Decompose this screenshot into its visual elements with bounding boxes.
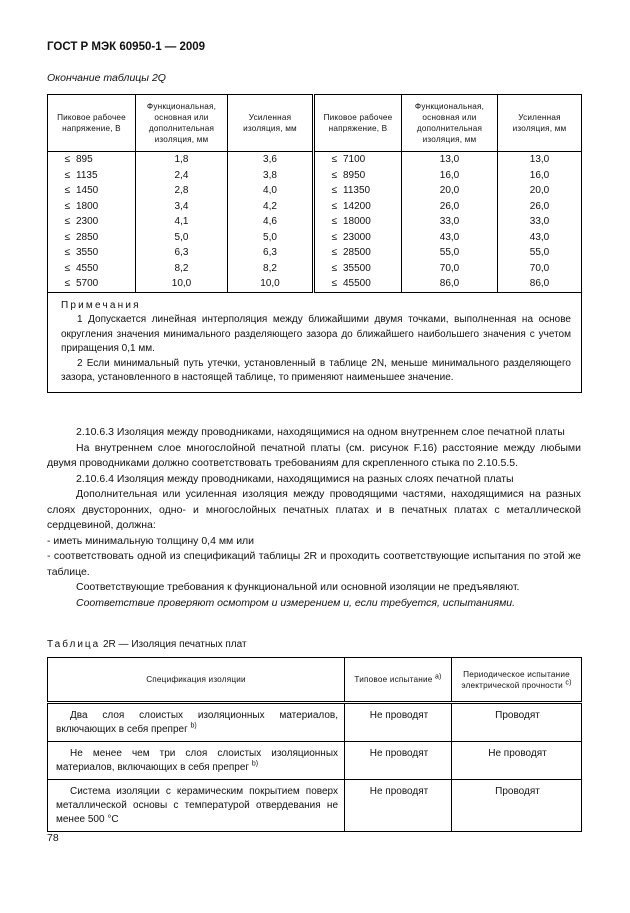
- cell-value: 16,0: [529, 169, 550, 181]
- cell-value: 4,0: [263, 185, 277, 197]
- le-symbol: ≤: [331, 185, 337, 197]
- le-symbol: ≤: [331, 200, 337, 212]
- voltage-value: 2850: [76, 231, 99, 243]
- requirement-spec: - соответствовать одной из спецификаций таблицы 2R и проходить соответствующие испытания по этой же таблице.: [47, 550, 581, 578]
- functional-cell-right: [402, 261, 498, 277]
- clause-2-10-6-4: 2.10.6.4 Изоляция между проводниками, находящимися на разных слоях печатной платы: [76, 472, 514, 485]
- voltage-cell-left: [48, 199, 136, 215]
- table-2q-notes: [48, 292, 582, 393]
- table-2q-caption: Окончание таблицы 2Q: [47, 72, 166, 84]
- le-symbol: ≤: [64, 231, 70, 243]
- spec-text: Не менее чем три слоя слоистых изоляционных материалов, включающих в себя препрег: [56, 748, 338, 773]
- reinforced-cell-left: [228, 152, 314, 168]
- voltage-cell-right: [314, 245, 402, 261]
- voltage-cell-left: [48, 230, 136, 246]
- reinforced-cell-right: [498, 276, 582, 292]
- reinforced-cell-left: [228, 230, 314, 246]
- reinforced-cell-right: [498, 245, 582, 261]
- cell-value: 3,4: [174, 200, 189, 212]
- table-2r: [47, 657, 582, 832]
- voltage-value: 35500: [343, 262, 371, 274]
- footnote-a: a): [434, 673, 442, 681]
- functional-cell-left: [136, 199, 228, 215]
- periodic-test-cell: Проводят: [452, 703, 582, 742]
- table-row: [48, 780, 582, 832]
- functional-cell-left: [136, 276, 228, 292]
- table-2q: [47, 94, 582, 393]
- type-test-cell: Не проводят: [345, 703, 452, 742]
- functional-cell-left: [136, 183, 228, 199]
- reinforced-cell-left: [228, 214, 314, 230]
- functional-cell-right: [402, 199, 498, 215]
- table-row: [48, 152, 582, 168]
- col-header-type-test-label: Типовое испытание: [354, 675, 433, 684]
- col-header-reinforced-1: Усиленная изоляция, мм: [228, 95, 314, 152]
- spec-text: Система изоляции с керамическим покрытием поверх металлической основы с температурой отвердевания не менее 500 °C: [56, 786, 338, 825]
- le-symbol: ≤: [331, 169, 337, 181]
- table-row: [48, 214, 582, 230]
- voltage-cell-left: [48, 261, 136, 277]
- functional-cell-left: [136, 214, 228, 230]
- voltage-cell-left: [48, 276, 136, 292]
- cell-value: 33,0: [439, 216, 460, 228]
- table-row: [48, 245, 582, 261]
- cell-value: 20,0: [439, 185, 460, 197]
- table-row: [48, 276, 582, 292]
- col-header-periodic-label: Периодическое испытание электрической прочности: [461, 669, 570, 690]
- voltage-cell-right: [314, 183, 402, 199]
- cell-value: 10,0: [260, 278, 280, 290]
- body-text: [47, 425, 581, 611]
- voltage-value: 14200: [343, 200, 371, 212]
- voltage-value: 4550: [76, 262, 99, 274]
- requirement-thickness: - иметь минимальную толщину 0,4 мм или: [47, 534, 255, 547]
- reinforced-cell-left: [228, 276, 314, 292]
- functional-cell-right: [402, 183, 498, 199]
- le-symbol: ≤: [331, 231, 337, 243]
- le-symbol: ≤: [64, 278, 70, 290]
- clause-2-10-6-3-text: На внутреннем слое многослойной печатной платы (см. рисунок F.16) расстояние между любыми двумя проводниками должно соответствовать требованиям для скрепленного стыка по 2.10.5.5.: [47, 441, 581, 469]
- voltage-cell-left: [48, 168, 136, 184]
- le-symbol: ≤: [64, 247, 70, 259]
- cell-value: 4,1: [174, 216, 189, 228]
- voltage-value: 1135: [76, 169, 98, 181]
- footnote-c: c): [565, 678, 572, 686]
- table-2r-header-row: [48, 658, 582, 703]
- voltage-value: 1800: [76, 200, 99, 212]
- col-header-voltage-1: Пиковое рабочее напряжение, В: [48, 95, 136, 152]
- reinforced-cell-right: [498, 199, 582, 215]
- voltage-value: 1450: [76, 185, 99, 197]
- functional-cell-right: [402, 276, 498, 292]
- reinforced-cell-right: [498, 152, 582, 168]
- cell-value: 10,0: [171, 278, 192, 290]
- voltage-value: 23000: [343, 231, 371, 243]
- functional-cell-right: [402, 230, 498, 246]
- voltage-value: 3550: [76, 247, 99, 259]
- le-symbol: ≤: [64, 169, 70, 181]
- table-row: [48, 742, 582, 780]
- voltage-value: 11350: [343, 185, 371, 197]
- le-symbol: ≤: [64, 200, 70, 212]
- cell-value: 8,2: [263, 262, 277, 274]
- le-symbol: ≤: [64, 185, 70, 197]
- clause-2-10-6-4-text: Дополнительная или усиленная изоляция между проводящими частями, находящимися на разных слоях двусторонних, одно- и многослойных печатных платах и в печатных платах с металлической сердцевиной, должна:: [47, 488, 581, 531]
- cell-value: 55,0: [439, 247, 460, 259]
- functional-insulation-note: Соответствующие требования к функциональной или основной изоляции не предъявляют.: [76, 581, 520, 593]
- reinforced-cell-left: [228, 199, 314, 215]
- le-symbol: ≤: [331, 154, 337, 166]
- functional-cell-left: [136, 168, 228, 184]
- cell-value: 55,0: [529, 247, 550, 259]
- spec-cell: [48, 780, 345, 832]
- voltage-cell-right: [314, 199, 402, 215]
- cell-value: 6,3: [263, 247, 277, 259]
- col-header-periodic-test: [452, 658, 582, 703]
- table-row: [48, 168, 582, 184]
- table-2r-caption: [47, 639, 247, 650]
- cell-value: 3,8: [263, 169, 277, 181]
- note-2: 2 Если минимальный путь утечки, установленный в таблице 2N, меньше минимального разделяющего зазора, установленного в настоящей таблице, то применяют наименьшее значение.: [61, 357, 571, 384]
- voltage-value: 7100: [343, 154, 366, 166]
- table-row: [48, 230, 582, 246]
- voltage-cell-right: [314, 152, 402, 168]
- col-header-reinforced-2: Усиленная изоляция, мм: [498, 95, 582, 152]
- cell-value: 70,0: [529, 262, 550, 274]
- functional-cell-left: [136, 152, 228, 168]
- spec-cell: [48, 703, 345, 742]
- cell-value: 1,8: [174, 154, 189, 166]
- cell-value: 43,0: [529, 231, 550, 243]
- le-symbol: ≤: [331, 216, 337, 228]
- col-header-spec: Спецификация изоляции: [48, 658, 345, 703]
- functional-cell-right: [402, 245, 498, 261]
- periodic-test-cell: Проводят: [452, 780, 582, 832]
- table-2r-caption-title: 2R — Изоляция печатных плат: [103, 639, 247, 650]
- reinforced-cell-left: [228, 183, 314, 199]
- cell-value: 16,0: [439, 169, 460, 181]
- voltage-value: 45500: [343, 278, 371, 290]
- voltage-cell-left: [48, 183, 136, 199]
- functional-cell-left: [136, 261, 228, 277]
- le-symbol: ≤: [331, 262, 337, 274]
- reinforced-cell-right: [498, 168, 582, 184]
- table-row: [48, 261, 582, 277]
- reinforced-cell-right: [498, 183, 582, 199]
- cell-value: 2,4: [174, 169, 189, 181]
- table-2q-header-row: [48, 95, 582, 152]
- document-header: ГОСТ Р МЭК 60950-1 — 2009: [47, 41, 206, 53]
- table-row: [48, 703, 582, 742]
- le-symbol: ≤: [64, 154, 70, 166]
- cell-value: 3,6: [263, 154, 277, 166]
- voltage-cell-right: [314, 276, 402, 292]
- voltage-value: 895: [76, 154, 93, 166]
- footnote-b: b): [251, 760, 259, 768]
- voltage-value: 18000: [343, 216, 371, 228]
- table-2q-notes-row: [48, 292, 582, 393]
- notes-title: Примечания: [61, 299, 141, 311]
- voltage-value: 5700: [76, 278, 99, 290]
- cell-value: 6,3: [174, 247, 189, 259]
- spec-text: Два слоя слоистых изоляционных материалов, включающих в себя препрег: [56, 710, 338, 735]
- cell-value: 33,0: [529, 216, 550, 228]
- cell-value: 4,2: [263, 200, 277, 212]
- voltage-cell-left: [48, 245, 136, 261]
- cell-value: 20,0: [529, 185, 550, 197]
- voltage-value: 28500: [343, 247, 371, 259]
- reinforced-cell-left: [228, 168, 314, 184]
- reinforced-cell-right: [498, 261, 582, 277]
- cell-value: 4,6: [263, 216, 277, 228]
- le-symbol: ≤: [331, 247, 337, 259]
- compliance-statement: Соответствие проверяют осмотром и измерением и, если требуется, испытаниями.: [76, 596, 516, 609]
- reinforced-cell-right: [498, 230, 582, 246]
- col-header-functional-1: Функциональная, основная или дополнительная изоляция, мм: [136, 95, 228, 152]
- functional-cell-right: [402, 168, 498, 184]
- cell-value: 13,0: [439, 154, 460, 166]
- functional-cell-right: [402, 152, 498, 168]
- col-header-type-test: [345, 658, 452, 703]
- col-header-voltage-2: Пиковое рабочее напряжение, В: [314, 95, 402, 152]
- cell-value: 5,0: [263, 231, 277, 243]
- table-row: [48, 199, 582, 215]
- functional-cell-left: [136, 230, 228, 246]
- le-symbol: ≤: [331, 278, 337, 290]
- table-row: [48, 183, 582, 199]
- page-number: 78: [47, 832, 59, 844]
- functional-cell-left: [136, 245, 228, 261]
- cell-value: 13,0: [529, 154, 550, 166]
- footnote-b: b): [190, 722, 197, 730]
- reinforced-cell-left: [228, 245, 314, 261]
- voltage-cell-left: [48, 152, 136, 168]
- cell-value: 86,0: [439, 278, 460, 290]
- voltage-cell-right: [314, 230, 402, 246]
- voltage-value: 8950: [343, 169, 366, 181]
- cell-value: 43,0: [439, 231, 460, 243]
- cell-value: 5,0: [174, 231, 189, 243]
- spec-cell: [48, 742, 345, 780]
- voltage-cell-right: [314, 214, 402, 230]
- voltage-value: 2300: [76, 216, 99, 228]
- functional-cell-right: [402, 214, 498, 230]
- table-2r-caption-prefix: Таблица: [47, 639, 101, 650]
- voltage-cell-left: [48, 214, 136, 230]
- periodic-test-cell: Не проводят: [452, 742, 582, 780]
- cell-value: 70,0: [439, 262, 460, 274]
- reinforced-cell-right: [498, 214, 582, 230]
- clause-2-10-6-3: 2.10.6.3 Изоляция между проводниками, находящимися на одном внутреннем слое печатной платы: [76, 426, 565, 438]
- cell-value: 26,0: [439, 200, 460, 212]
- cell-value: 8,2: [174, 262, 189, 274]
- cell-value: 2,8: [174, 185, 189, 197]
- type-test-cell: Не проводят: [345, 780, 452, 832]
- cell-value: 26,0: [529, 200, 550, 212]
- cell-value: 86,0: [529, 278, 550, 290]
- type-test-cell: Не проводят: [345, 742, 452, 780]
- le-symbol: ≤: [64, 216, 70, 228]
- voltage-cell-right: [314, 261, 402, 277]
- voltage-cell-right: [314, 168, 402, 184]
- note-1: 1 Допускается линейная интерполяция между ближайшими двумя точками, выполненная на основе округления значения минимального разделяющего зазора до ближайшего наибольшего значения с учетом приращения 0,1 мм.: [61, 314, 571, 355]
- reinforced-cell-left: [228, 261, 314, 277]
- le-symbol: ≤: [64, 262, 70, 274]
- col-header-functional-2: Функциональная, основная или дополнительная изоляция, мм: [402, 95, 498, 152]
